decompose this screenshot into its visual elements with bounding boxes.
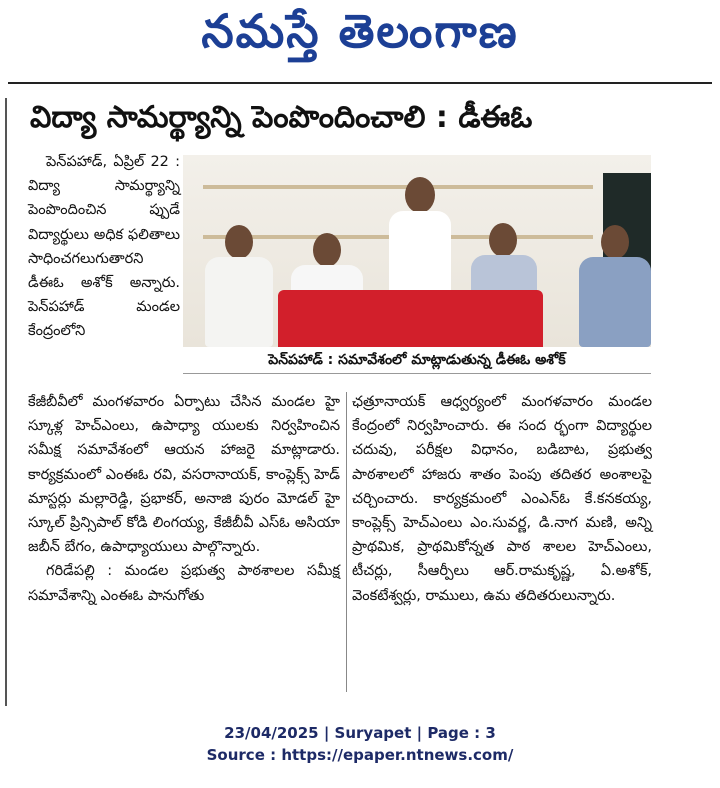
footer-date-line: 23/04/2025 | Suryapet | Page : 3 xyxy=(224,724,496,742)
clipping-border xyxy=(5,98,7,706)
article-paragraph: కేజీబీవీలో మంగళవారం ఏర్పాటు చేసిన మండల హై స్కూళ్ల హెచ్‌ఎంలు, ఉపాధ్యా యులకు నిర్వహించిన సమీక్ష సమావేశంలో ఆయన హాజరై మాట్లాడారు. కార్యక్రమంలో ఎంఈఓ రవి, వసరానాయక్, కాంప్లెక్స్ హెడ్ మాస్టర్లు మల్లారెడ్డి, ప్రభాకర్, అనాజి పురం మోడల్ హై స్కూల్ ప్రిన్సిపాల్ కోడి లింగయ్య, కేజీబీవీ ఎస్ఓ అసియా జబీన్ బేగం, ఉపాధ్యాయులు పాల్గొన్నారు. xyxy=(28,394,340,556)
article-paragraph: గరిడేపల్లి : మండల ప్రభుత్వ పాఠశాలల సమీక్ష సమావేశాన్ని ఎంఈఓ పానుగోతు xyxy=(28,563,340,604)
masthead xyxy=(0,0,720,80)
article-right-column xyxy=(352,390,652,608)
article-left-column xyxy=(28,150,180,344)
masthead-rule xyxy=(8,82,712,84)
photo-caption: పెన్‌పహాడ్ : సమావేశంలో మాట్లాడుతున్న డీఈఓ అశోక్ xyxy=(183,347,651,374)
article-photo xyxy=(183,155,651,347)
column-divider xyxy=(346,392,347,692)
article-wide-column xyxy=(28,390,340,608)
article-headline: విద్యా సామర్థ్యాన్ని పెంపొందించాలి : డీఈఓ xyxy=(30,100,533,135)
red-table xyxy=(278,290,543,347)
article-paragraph: ఛత్రూనాయక్ ఆధ్వర్యంలో మంగళవారం మండల కేంద్రంలో నిర్వహించారు. ఈ సంద ర్భంగా విద్యార్థుల చదువు, పరీక్షల విధానం, బడిబాట, ప్రభుత్వ పాఠశాలలో హాజరు శాతం పెంపు తదితర అంశాలపై చర్చించారు. కార్యక్రమంలో ఎంఎన్ఓ కే.కనకయ్య, కాంప్లెక్స్ హెచ్‌ఎంలు ఎం.సువర్ణ, డి.నాగ మణి, అన్ని ప్రాథమిక, ప్రాథమికోన్నత పాఠ శాలల హెచ్‌ఎంలు, టీచర్లు, సీఆర్పీలు ఆర్.రామకృష్ణ, ఏ.అశోక్, వెంకటేశ్వర్లు, రాములు, ఉమ తదితరులున్నారు. xyxy=(352,394,652,604)
shelf xyxy=(203,185,593,189)
newspaper-title: నమస్తే తెలంగాణ xyxy=(201,4,519,58)
article-paragraph: పెన్‌పహాడ్, ఏప్రిల్ 22 : విద్యా సామర్థ్యాన్ని పెంపొందించిన ప్పుడే విద్యార్థులు అధిక ఫలితాలు సాధించగలుగుతారని డీఈఓ అశోక్ అన్నారు. పెన్‌పహాడ్ మండల కేంద్రంలోని xyxy=(28,154,180,340)
footer-source-line: Source : https://epaper.ntnews.com/ xyxy=(206,746,514,764)
footer xyxy=(0,722,720,766)
